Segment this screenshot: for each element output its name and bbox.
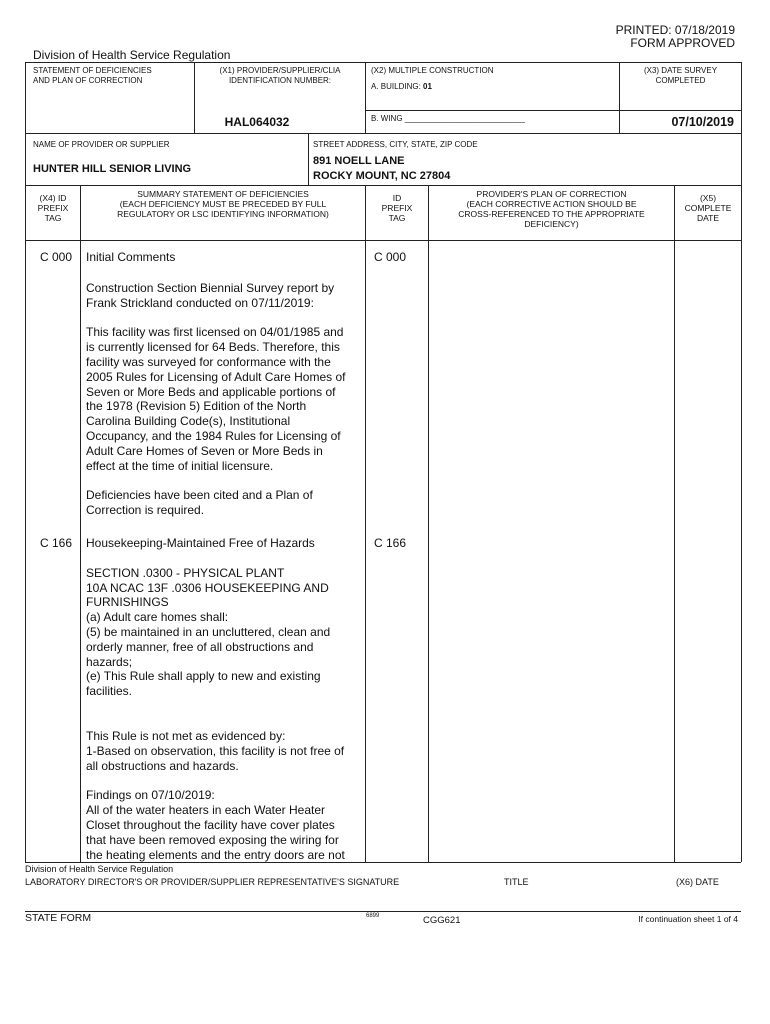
paragraph-plan-required: Deficiencies have been cited and a Plan of Correction is required. bbox=[86, 488, 313, 518]
statement-label: STATEMENT OF DEFICIENCIES AND PLAN OF CORRECTION bbox=[33, 66, 152, 85]
signature-label: LABORATORY DIRECTOR'S OR PROVIDER/SUPPLIER REPRESENTATIVE'S SIGNATURE bbox=[25, 877, 400, 887]
building-field: A. BUILDING: 01 bbox=[371, 82, 432, 91]
provider-id: HAL064032 bbox=[224, 115, 290, 129]
paragraph-findings: Findings on 07/10/2019: All of the water heaters in each Water Heater Closet throughout the facility have cover plates that have been removed exposing the wiring for the heating elements and the entry doors are not bbox=[86, 788, 345, 862]
state-form-label: STATE FORM bbox=[25, 912, 92, 924]
tag-c000-right: C 000 bbox=[374, 250, 407, 264]
address-line-1: 891 NOELL LANE bbox=[313, 155, 405, 167]
plan-header: PROVIDER'S PLAN OF CORRECTION (EACH CORRECTIVE ACTION SHOULD BE CROSS-REFERENCED TO THE APPROPRIATE DEFICIENCY) bbox=[458, 189, 645, 229]
x1-label: (X1) PROVIDER/SUPPLIER/CLIA IDENTIFICATION NUMBER: bbox=[219, 66, 341, 85]
id-header: ID PREFIX TAG bbox=[381, 193, 413, 223]
printed-date: PRINTED: 07/18/2019 bbox=[615, 23, 735, 37]
x6-date-label: (X6) DATE bbox=[676, 877, 719, 887]
form-code: 6899 bbox=[366, 913, 380, 919]
paragraph-licensure: This facility was first licensed on 04/01/1985 and is currently licensed for 64 Beds. Therefore, this facility was surveyed for conformance with the 2005 Rules for Licensing of Adult Care Homes of Seven or More Beds and applicable portions of the 1978 (Revision 5) Edition of the North Carolina Building Code(s), Institutional Occupancy, and the 1984 Rules for Licensing of Adult Care Homes of Seven or More Beds in effect at the time of initial licensure. bbox=[86, 325, 346, 473]
continuation-sheet: If continuation sheet 1 of 4 bbox=[638, 914, 738, 924]
tag-c000-left: C 000 bbox=[40, 250, 73, 264]
survey-date: 07/10/2019 bbox=[671, 115, 734, 129]
x4-header: (X4) ID PREFIX TAG bbox=[37, 193, 69, 223]
paragraph-initial-comments: Initial Comments bbox=[86, 250, 176, 264]
paragraph-rule-text: SECTION .0300 - PHYSICAL PLANT 10A NCAC 13F .0306 HOUSEKEEPING AND FURNISHINGS (a) Adult care homes shall: (5) be maintained in an uncluttered, clean and orderly manner, free of all obstructions and hazards; (e) This Rule shall apply to new and existing facilities. bbox=[86, 565, 331, 699]
footer-agency: Division of Health Service Regulation bbox=[25, 864, 174, 874]
provider-name-label: NAME OF PROVIDER OR SUPPLIER bbox=[33, 140, 170, 149]
x3-label: (X3) DATE SURVEY COMPLETED bbox=[643, 66, 718, 85]
wing-field: B. WING ___________________________ bbox=[371, 114, 525, 123]
form-approved: FORM APPROVED bbox=[630, 36, 735, 50]
tag-c166-right: C 166 bbox=[374, 536, 407, 550]
address-label: STREET ADDRESS, CITY, STATE, ZIP CODE bbox=[313, 140, 478, 149]
paragraph-not-met: This Rule is not met as evidenced by: 1-Based on observation, this facility is not free of all obstructions and hazards. bbox=[86, 728, 345, 773]
paragraph-survey-report: Construction Section Biennial Survey report by Frank Strickland conducted on 07/11/2019: bbox=[86, 280, 335, 310]
summary-header: SUMMARY STATEMENT OF DEFICIENCIES (EACH DEFICIENCY MUST BE PRECEDED BY FULL REGULATORY OR LSC IDENTIFYING INFORMATION) bbox=[117, 189, 329, 219]
x2-label: (X2) MULTIPLE CONSTRUCTION bbox=[371, 66, 494, 75]
tag-c166-left: C 166 bbox=[40, 536, 73, 550]
address-line-2: ROCKY MOUNT, NC 27804 bbox=[313, 170, 451, 182]
deficiency-text bbox=[86, 250, 364, 862]
cgg-code: CGG621 bbox=[423, 915, 461, 926]
paragraph-housekeeping-title: Housekeeping-Maintained Free of Hazards bbox=[86, 535, 315, 550]
agency-title: Division of Health Service Regulation bbox=[33, 48, 231, 62]
provider-name: HUNTER HILL SENIOR LIVING bbox=[33, 163, 192, 175]
title-label: TITLE bbox=[504, 877, 529, 887]
x5-header: (X5) COMPLETE DATE bbox=[684, 193, 732, 223]
